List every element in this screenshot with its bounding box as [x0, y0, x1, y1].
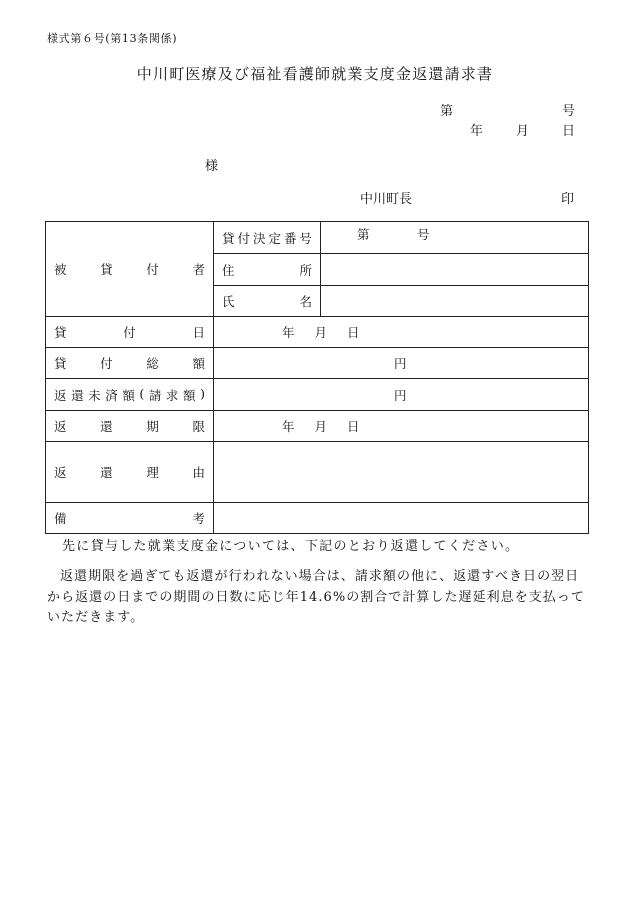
- remarks-label: 備 考: [54, 511, 205, 526]
- decision-number-label: 貸 付 決 定 番 号: [222, 230, 312, 246]
- date-day: 日: [561, 124, 575, 139]
- addressee-suffix: 様: [205, 159, 219, 174]
- table-row: [46, 442, 589, 503]
- table-row: [46, 503, 589, 534]
- table-row: [46, 317, 589, 348]
- document-title: 中川町医療及び福祉看護師就業支度金返還請求書: [136, 65, 494, 83]
- document-number: [440, 100, 575, 119]
- name-label: 氏 名: [222, 294, 312, 309]
- reason-field[interactable]: [214, 442, 589, 503]
- date-month: 月: [515, 124, 529, 139]
- sender: 中川町長: [360, 192, 413, 207]
- unpaid-field[interactable]: [214, 379, 589, 411]
- loan-date-field[interactable]: [214, 317, 589, 348]
- borrower-label-cell: [46, 222, 214, 317]
- unpaid-label: 返 還 未 済 額 ( 請 求 額 ): [54, 385, 205, 403]
- loan-date-label: 貸 付 日: [54, 325, 205, 340]
- table-row: [46, 411, 589, 442]
- decision-number-field[interactable]: [321, 222, 589, 254]
- address-label-cell: [214, 254, 321, 286]
- unpaid-label-cell: [46, 379, 214, 411]
- form-label: 様式第６号(第13条関係): [47, 32, 178, 45]
- unpaid-value: 円: [394, 387, 407, 403]
- deadline-value: 年 月 日: [282, 419, 364, 434]
- name-label-cell: [214, 286, 321, 317]
- deadline-label-cell: [46, 411, 214, 442]
- request-statement: 先に貸与した就業支度金については、下記のとおり返還してください。: [62, 539, 520, 554]
- notice-text: 返還期限を過ぎても返還が行われない場合は、請求額の他に、返還すべき日の翌日から返還の日までの期間の日数に応じ年14.6%の割合で計算した遅延利息を支払っていただきます。: [47, 569, 585, 625]
- decision-number-label-cell: [214, 222, 321, 254]
- remarks-field[interactable]: [214, 503, 589, 534]
- deadline-label: 返 還 期 限: [54, 419, 205, 434]
- number-suffix: 号: [561, 104, 575, 119]
- reason-label-cell: [46, 442, 214, 503]
- borrower-label: 被 貸 付 者: [54, 262, 205, 277]
- loan-total-field[interactable]: [214, 348, 589, 379]
- late-interest-notice: [47, 567, 587, 629]
- loan-total-label-cell: [46, 348, 214, 379]
- address-label: 住 所: [222, 262, 312, 278]
- table-row: [46, 348, 589, 379]
- decision-number-value: 第 号: [357, 227, 433, 242]
- reason-label: 返 還 理 由: [54, 465, 205, 480]
- number-prefix: 第: [440, 104, 454, 119]
- table-row: [46, 222, 589, 254]
- name-field[interactable]: [321, 286, 589, 317]
- loan-date-value: 年 月 日: [282, 325, 364, 340]
- table-row: [46, 379, 589, 411]
- date-year: 年: [470, 124, 484, 139]
- seal-mark: 印: [561, 192, 575, 207]
- request-form-table: [45, 221, 589, 534]
- loan-total-value: 円: [394, 356, 407, 371]
- document-date: [470, 120, 575, 139]
- loan-date-label-cell: [46, 317, 214, 348]
- address-field[interactable]: [321, 254, 589, 286]
- deadline-field[interactable]: [214, 411, 589, 442]
- remarks-label-cell: [46, 503, 214, 534]
- loan-total-label: 貸 付 総 額: [54, 356, 205, 371]
